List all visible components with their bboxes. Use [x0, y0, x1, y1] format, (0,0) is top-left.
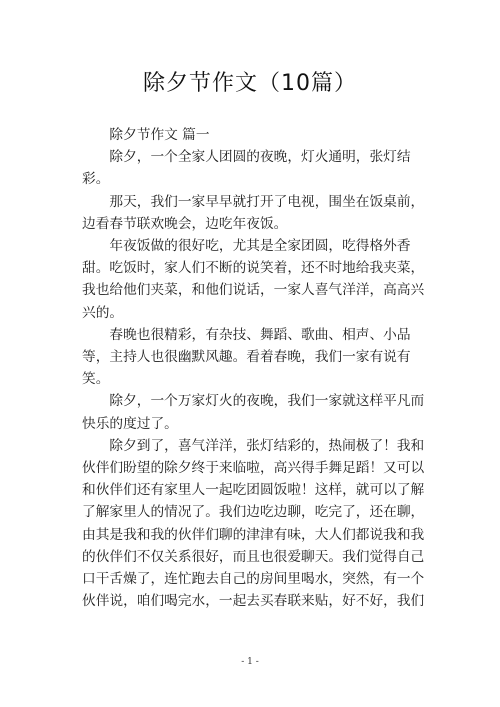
paragraph: 除夕，一个万家灯火的夜晚，我们一家就这样平凡而 快乐的度过了。 [82, 393, 425, 432]
document-body [82, 124, 426, 612]
paragraph: 除夕，一个全家人团圆的夜晚，灯火通明，张灯结 彩。 [82, 149, 411, 188]
paragraph: 春晚也很精彩，有杂技、舞蹈、歌曲、相声、小品 等，主持人也很幽默风趣。看着春晚，我们一家有说有 笑。 [82, 326, 411, 388]
paragraph: 那天，我们一家早早就打开了电视，围坐在饭桌前， 边看春节联欢晚会，边吃年夜饭。 [82, 193, 425, 232]
document-title: 除夕节作文（10篇） [143, 71, 357, 96]
paragraph: 年夜饭做的很好吃，尤其是全家团圆，吃得格外香 甜。吃饭时，家人们不断的说笑着，还不时地给我夹菜， 我也给他们夹菜，和他们说话，一家人喜气洋洋，高高兴 兴的。 [82, 238, 425, 321]
page-number: - 1 - [241, 657, 259, 667]
paragraph: 除夕到了，喜气洋洋，张灯结彩的，热闹极了！我和 伙伴们盼望的除夕终于来临啦，高兴得手舞足蹈！又可以 和伙伴们还有家里人一起吃团圆饭啦！这样，就可以了解 了解家里人的情况了。我们边吃边聊，吃完了，还在聊， 由其是我和我的伙伴们聊的津津有味，大人们都说我和我 的伙伴们不仅关系很好，而且也很爱聊天。我们觉得自己 口干舌燥了，连忙跑去自己的房间里喝水，突然，有一个 伙伴说，咱们喝完水，一起去买春联来贴，好不好，我们 [82, 437, 425, 610]
section-heading: 除夕节作文 篇一 [109, 127, 210, 143]
